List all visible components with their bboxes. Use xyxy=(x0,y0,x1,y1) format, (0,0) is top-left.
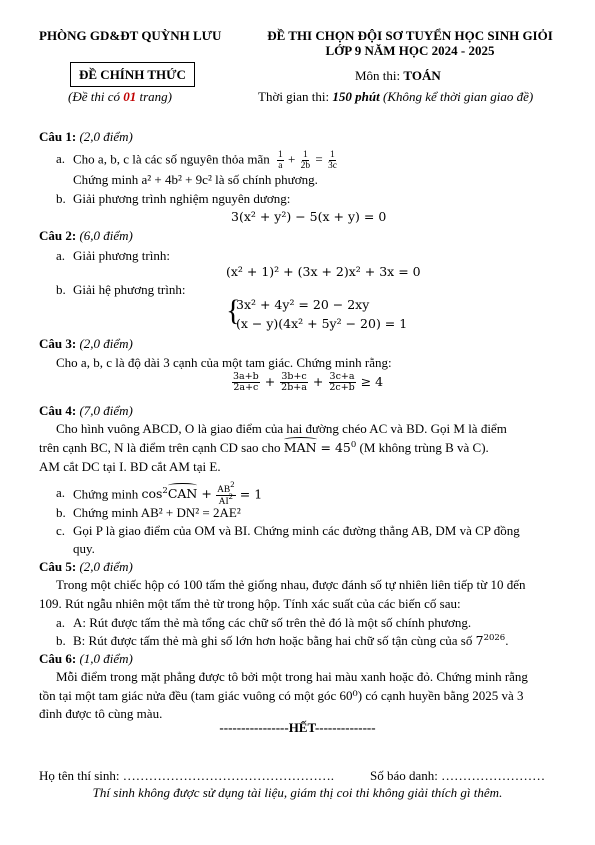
page-count: (Đề thi có 01 trang) xyxy=(68,89,172,104)
q4-text1: Cho hình vuông ABCD, O là giao điểm của hai đường chéo AC và BD. Gọi M là điểm xyxy=(56,421,507,436)
q6-text3: đỉnh được tô cùng màu. xyxy=(39,706,163,721)
q6-text1: Mỗi điểm trong mặt phẳng được tô bởi một trong hai màu xanh hoặc đỏ. Chứng minh rằng xyxy=(56,669,528,684)
q6-heading: Câu 6: (1,0 điểm) xyxy=(39,651,133,666)
q4c-label: c. xyxy=(56,523,66,538)
q1a-text: Cho a, b, c là các số nguyên thỏa mãn $\frac{1}{a}$ + $\frac{1}{2b}$ = $\frac{1}{3c}$ xyxy=(73,150,337,171)
q5a-label: a. xyxy=(56,615,66,630)
q2a-text: Giải phương trình: xyxy=(73,248,170,263)
subject-line: Môn thi: TOÁN xyxy=(355,68,441,83)
q4-heading: Câu 4: (7,0 điểm) xyxy=(39,403,133,418)
q5b-label: b. xyxy=(56,633,66,648)
q1b-label: b. xyxy=(56,191,66,206)
q2a-label: a. xyxy=(56,248,66,263)
department-name: PHÒNG GD&ĐT QUỲNH LƯU xyxy=(39,28,222,43)
q1b-text: Giải phương trình nghiệm nguyên dương: xyxy=(73,191,291,206)
q2b-label: b. xyxy=(56,282,66,297)
q4b-text: Chứng minh AB² + DN² = 2AE² xyxy=(73,505,241,520)
q4a-text: Chứng minh $\cos^2CAN$ + $\frac{AB^2}{AI^2}$ = 1 xyxy=(73,479,263,507)
time-line: Thời gian thi: 150 phút (Không kể thời gian giao đề) xyxy=(258,89,534,104)
q4b-label: b. xyxy=(56,505,66,520)
q5a-text: A: Rút được tấm thẻ mà tổng các chữ số trên thẻ đó là một số chính phương. xyxy=(73,615,472,630)
q1a-label: a. xyxy=(56,151,66,166)
q1a-text2: Chứng minh a² + 4b² + 9c² là số chính phương. xyxy=(73,172,318,187)
system-brace: { xyxy=(226,294,241,327)
footer-note: Thí sinh không được sử dụng tài liệu, giám thị coi thi không giải thích gì thêm. xyxy=(92,785,503,800)
q1-heading: Câu 1: (2,0 điểm) xyxy=(39,129,133,144)
exam-title-line2: LỚP 9 NĂM HỌC 2024 - 2025 xyxy=(325,43,495,58)
q4-text2: trên cạnh BC, N là điểm trên cạnh CD sao cho MAN = $45^0$ (M không trùng B và C). xyxy=(39,440,489,455)
q5-heading: Câu 5: (2,0 điểm) xyxy=(39,559,133,574)
q2b-equation2: (x − y)(4x² + 5y² − 20) = 1 xyxy=(236,316,408,331)
end-marker: ----------------HẾT-------------- xyxy=(219,720,376,735)
q5-text1: Trong một chiếc hộp có 100 tấm thẻ giống nhau, được đánh số tự nhiên liên tiếp từ 10 đến xyxy=(56,577,526,592)
q2a-equation: (x² + 1)² + (3x + 2)x² + 3x = 0 xyxy=(226,264,421,279)
q3-heading: Câu 3: (2,0 điểm) xyxy=(39,336,133,351)
q5-text2: 109. Rút ngẫu nhiên một tấm thẻ từ trong hộp. Tính xác suất của các biến cố sau: xyxy=(39,596,461,611)
candidate-number-line: Số báo danh: …………………… xyxy=(370,768,546,783)
q4-text3: AM cắt DC tại I. BD cắt AM tại E. xyxy=(39,459,221,474)
q6-text2: tồn tại một tam giác nửa đều (tam giác vuông có một góc 60⁰) có cạnh huyền bằng 2025 và 3 xyxy=(39,688,524,703)
q4c-text1: Gọi P là giao điểm của OM và BI. Chứng minh các đường thẳng AB, DM và CP đồng xyxy=(73,523,520,538)
exam-title-line1: ĐỀ THI CHỌN ĐỘI SƠ TUYỂN HỌC SINH GIỎI xyxy=(267,28,553,43)
q1b-equation: 3(x² + y²) − 5(x + y) = 0 xyxy=(231,209,387,224)
q2b-equation1: 3x² + 4y² = 20 − 2xy xyxy=(236,297,370,312)
q3-text: Cho a, b, c là độ dài 3 cạnh của một tam giác. Chứng minh rằng: xyxy=(56,355,392,370)
q3-inequality: $\frac{3a+b}{2a+c}$ + $\frac{3b+c}{2b+a}$ + $\frac{3c+a}{2c+b}$ ≥ 4 xyxy=(233,371,384,393)
q4a-label: a. xyxy=(56,485,66,500)
candidate-name-line: Họ tên thí sinh: …………………………………………. xyxy=(39,768,335,783)
official-badge: ĐỀ CHÍNH THỨC xyxy=(70,62,195,87)
q2-heading: Câu 2: (6,0 điểm) xyxy=(39,228,133,243)
q5b-text: B: Rút được tấm thẻ mà ghi số lớn hơn hoặc bằng hai chữ số tận cùng của số $7^{2026}$. xyxy=(73,633,509,648)
q2b-text: Giải hệ phương trình: xyxy=(73,282,186,297)
q4c-text2: quy. xyxy=(73,541,95,556)
